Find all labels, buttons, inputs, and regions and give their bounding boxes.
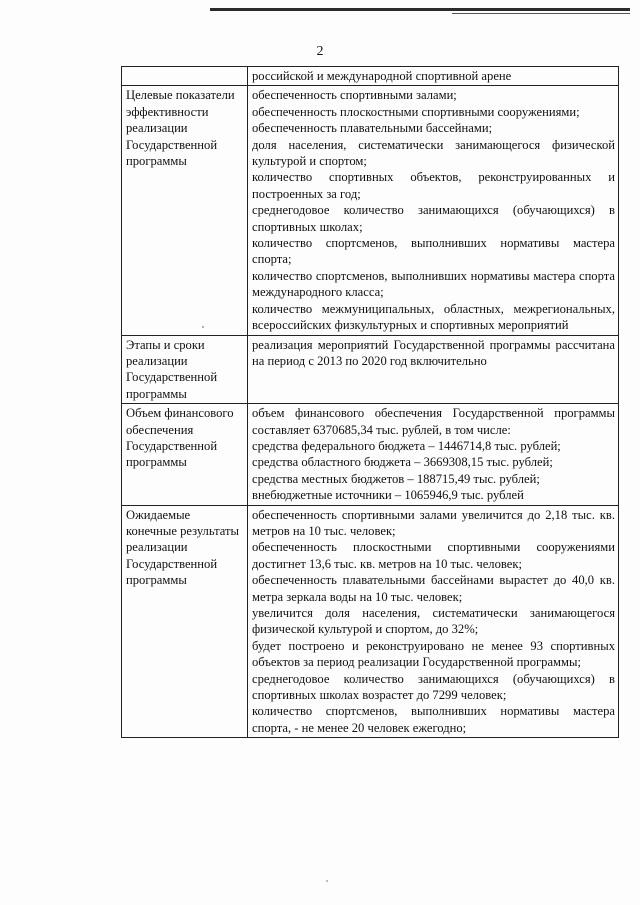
header-rule (210, 8, 630, 11)
content-paragraph: внебюджетные источники – 1065946,9 тыс. рублей (252, 488, 524, 503)
page-number: 2 (316, 44, 324, 59)
row-label: Объем финансового обеспечения Государственной программы (122, 404, 248, 505)
content-paragraph: российской и международной спортивной арене (252, 69, 512, 83)
row-label: Этапы и сроки реализации Государственной программы (122, 335, 248, 404)
row-content (248, 67, 619, 86)
content-paragraph: обеспеченность спортивными залами увеличится до 2,18 тыс. кв. метров на 10 тыс. человек; (252, 507, 615, 538)
content-paragraph: увеличится доля населения, систематически занимающегося физической культурой и спортом, до 32%; (252, 606, 615, 637)
scan-speck (326, 880, 328, 882)
scan-speck (202, 326, 204, 328)
content-paragraph: средства федерального бюджета – 1446714,8 тыс. рублей; (252, 438, 561, 453)
content-paragraph: объем финансового обеспечения Государственной программы составляет 6370685,34 тыс. рублей, в том числе: (252, 406, 615, 437)
row-content (248, 505, 619, 738)
content-paragraph: количество спортсменов, выполнивших нормативы мастера спорта международного класса; (252, 268, 615, 300)
row-content (248, 404, 619, 505)
row-content (248, 86, 619, 335)
content-paragraph: количество межмуниципальных, областных, межрегиональных, всероссийских физкультурных и спортивных мероприятий (252, 301, 615, 333)
header-rule-secondary (452, 13, 630, 14)
program-passport-table (121, 66, 619, 738)
content-paragraph: среднегодовое количество занимающихся (обучающихся) в спортивных школах возрастет до 7299 человек; (252, 671, 615, 703)
table-row (122, 505, 619, 738)
row-label (122, 67, 248, 86)
table-row (122, 86, 619, 335)
content-paragraph: обеспеченность плоскостными спортивными сооружениями достигнет 13,6 тыс. кв. метров на 10 тыс. человек; (252, 540, 615, 571)
row-label: Целевые показатели эффективности реализации Государственной программы (122, 86, 248, 335)
content-paragraph: количество спортсменов, выполнивших нормативы мастера спорта; (252, 236, 615, 267)
row-content (248, 335, 619, 404)
content-paragraph: реализация мероприятий Государственной программы рассчитана на период с 2013 по 2020 год включительно (252, 337, 615, 368)
row-label: Ожидаемые конечные результаты реализации Государственной программы (122, 505, 248, 738)
content-paragraph: обеспеченность плоскостными спортивными сооружениями; (252, 104, 580, 119)
table-row (122, 67, 619, 86)
table-row (122, 335, 619, 404)
content-paragraph: среднегодовое количество занимающихся (обучающихся) в спортивных школах; (252, 203, 615, 234)
content-paragraph: доля населения, систематически занимающегося физической культурой и спортом; (252, 137, 615, 169)
content-paragraph: средства местных бюджетов – 188715,49 тыс. рублей; (252, 471, 540, 486)
content-paragraph: обеспеченность спортивными залами; (252, 88, 457, 103)
content-paragraph: будет построено и реконструировано не менее 93 спортивных объектов за период реализации Государственной программы; (252, 638, 615, 670)
content-paragraph: количество спортивных объектов, реконструированных и построенных за год; (252, 170, 615, 201)
table-row (122, 404, 619, 505)
content-paragraph: обеспеченность плавательными бассейнами вырастет до 40,0 кв. метра зеркала воды на 10 тыс. человек; (252, 573, 615, 604)
content-paragraph: обеспеченность плавательными бассейнами; (252, 121, 493, 136)
content-paragraph: средства областного бюджета – 3669308,15 тыс. рублей; (252, 455, 553, 470)
content-paragraph: количество спортсменов, выполнивших нормативы мастера спорта, - не менее 20 человек ежегодно; (252, 704, 615, 735)
